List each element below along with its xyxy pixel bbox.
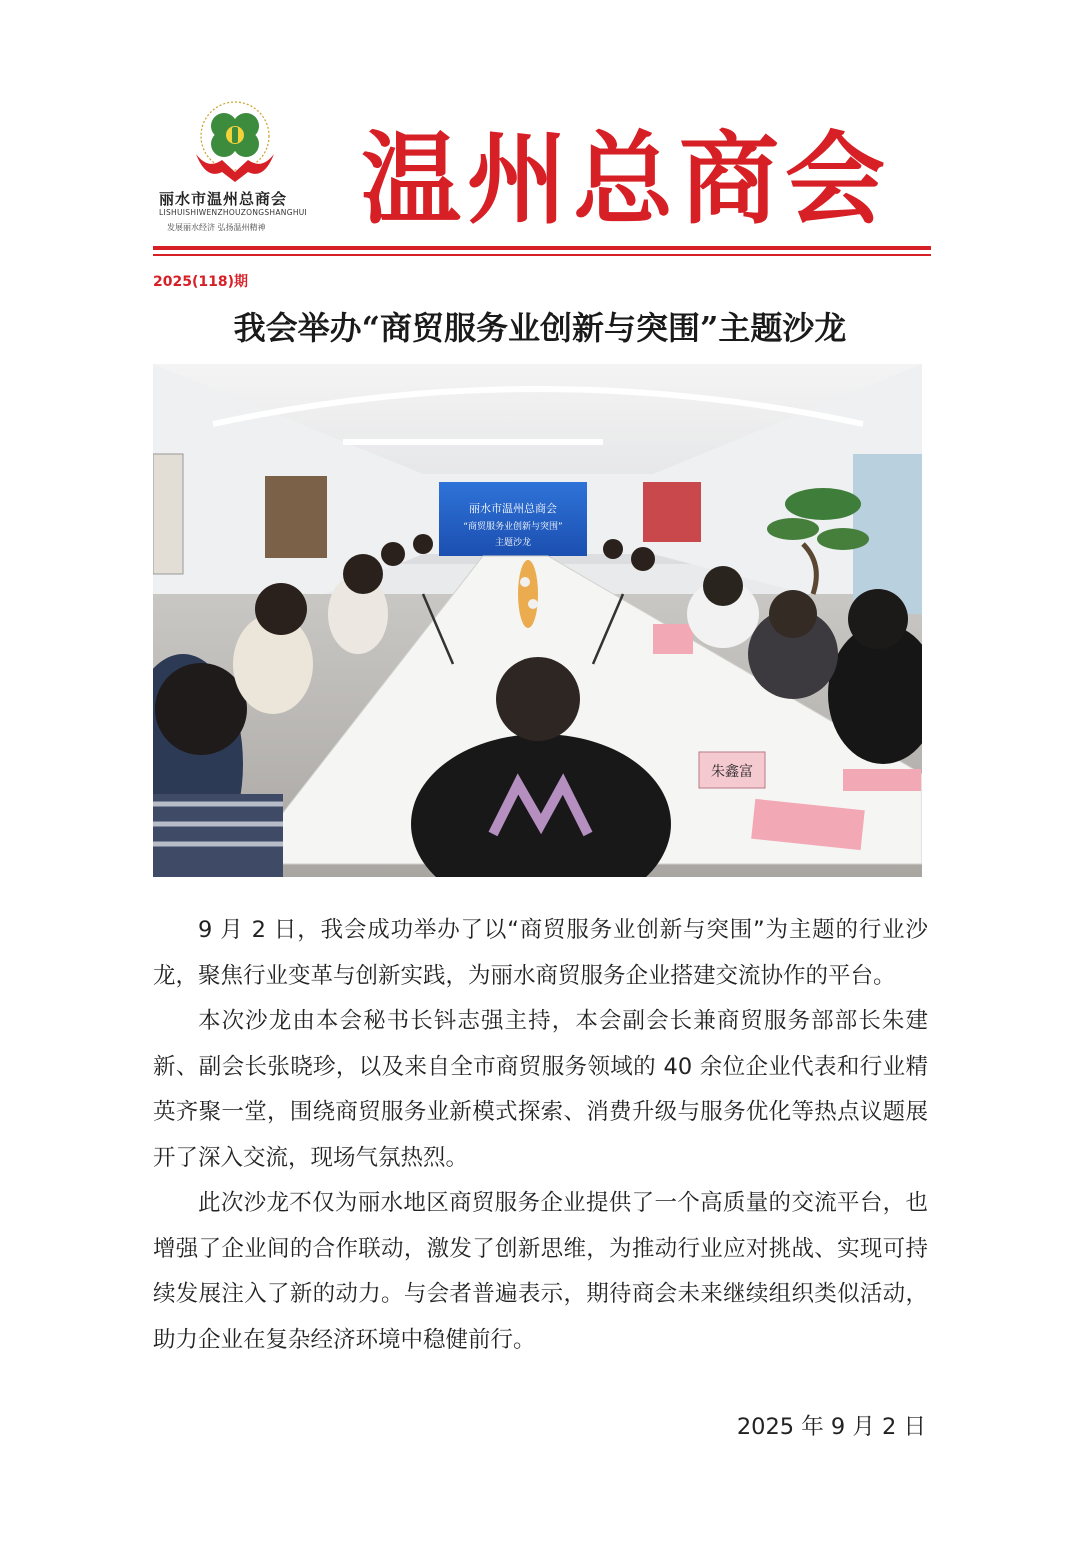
masthead-rule-thick (153, 246, 931, 250)
article-body (153, 908, 928, 1363)
screen-line-1: 丽水市温州总商会 (469, 502, 557, 515)
chamber-logo (153, 100, 328, 240)
org-name: 丽水市温州总商会 (159, 190, 288, 208)
article-paragraph-3: 此次沙龙不仅为丽水地区商贸服务企业提供了一个高质量的交流平台，也增强了企业间的合作联动，激发了创新思维，为推动行业应对挑战、实现可持续发展注入了新的动力。与会者普遍表示，期待商会未来继续组织类似活动，助力企业在复杂经济环境中稳健前行。 (153, 1190, 928, 1353)
newsletter-title: 温州总商会 (361, 120, 891, 238)
article-paragraph-2: 本次沙龙由本会秘书长钭志强主持，本会副会长兼商贸服务部部长朱建新、副会长张晓珍，以及来自全市商贸服务领域的 40 余位企业代表和行业精英齐聚一堂，围绕商贸服务业新模式探索、消费升级与服务优化等热点议题展开了深入交流，现场气氛热烈。 (153, 1008, 928, 1171)
masthead-rule-thin (153, 254, 931, 256)
masthead (153, 100, 931, 260)
clover-emblem-icon (188, 100, 283, 185)
issue-number: 2025(118)期 (153, 274, 248, 290)
article-date: 2025 年 9 月 2 日 (736, 1414, 926, 1440)
article-paragraph-1: 9 月 2 日，我会成功举办了以“商贸服务业创新与突围”为主题的行业沙龙，聚焦行业变革与创新实践，为丽水商贸服务企业搭建交流协作的平台。 (153, 917, 928, 989)
org-slogan: 发展丽水经济 弘扬温州精神 (167, 223, 266, 232)
screen-line-2: “商贸服务业创新与突围” (463, 522, 563, 532)
article-headline: 我会举办“商贸服务业创新与突围”主题沙龙 (233, 309, 847, 347)
screen-line-3: 主题沙龙 (494, 538, 532, 548)
org-pinyin: LISHUISHIWENZHOUZONGSHANGHUI (159, 208, 308, 217)
event-photo (153, 364, 922, 877)
photo-nameplate: 朱鑫富 (711, 764, 753, 780)
meeting-room-illustration (153, 364, 922, 877)
